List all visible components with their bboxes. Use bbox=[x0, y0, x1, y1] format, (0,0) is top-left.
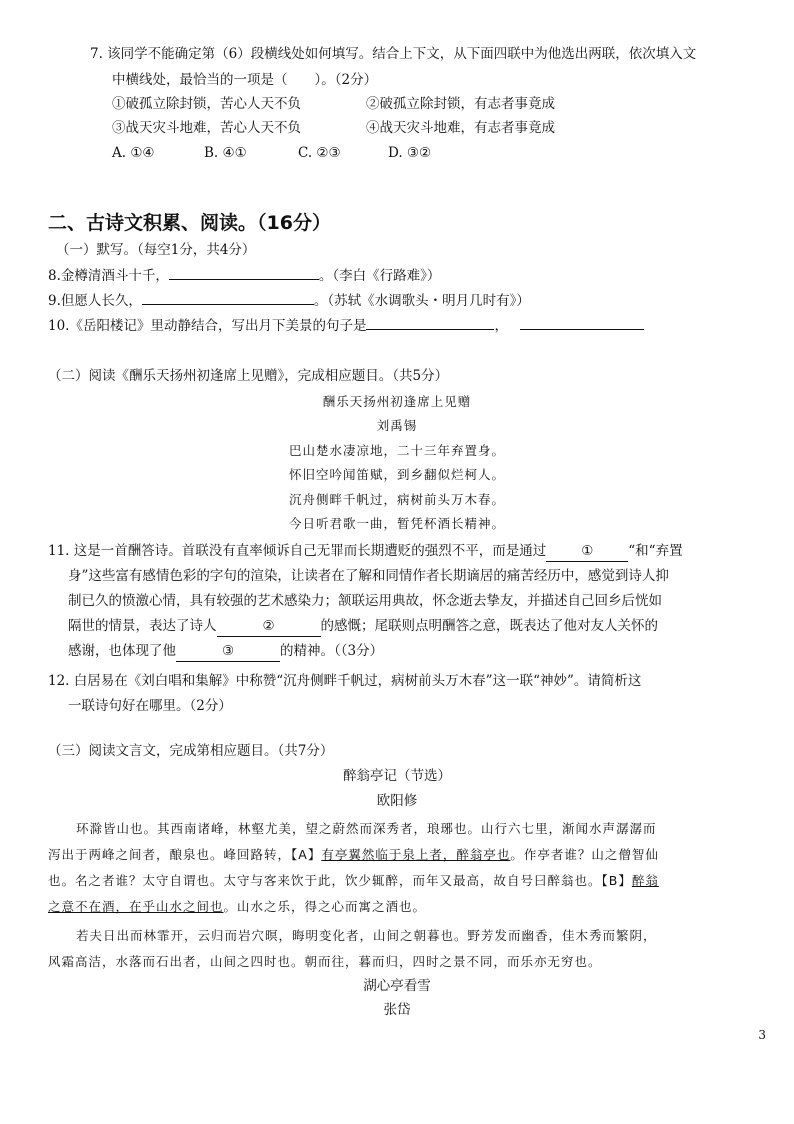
q8-blank[interactable] bbox=[169, 265, 319, 280]
q7-line2: 中横线处，最恰当的一项是（ ）。（2分） bbox=[112, 72, 378, 88]
prose-p1-line3 bbox=[48, 871, 659, 891]
poem-line: 今日听君歌一曲，暂凭杯酒长精神。 bbox=[288, 516, 505, 531]
q9-blank[interactable] bbox=[142, 290, 314, 305]
prose-p1-line1: 环滁皆山也。其西南诸峰，林壑尤美，望之蔚然而深秀者，琅琊也。山行六七里，渐闻水声潺潺而 bbox=[76, 821, 657, 836]
q8-suffix: 。（李白《行路难》） bbox=[318, 268, 441, 284]
q11-blank-2[interactable]: ② bbox=[217, 616, 321, 637]
q11-line4 bbox=[68, 616, 658, 637]
q11-text-d: 的感慨；尾联则点明酬答之意，既表达了他对友人关怀的 bbox=[320, 618, 658, 634]
q10-blank-2[interactable] bbox=[520, 315, 644, 330]
q12-line2: 一联诗句好在哪里。（2分） bbox=[68, 698, 232, 714]
section-title: 二、古诗文积累、阅读。（16分） bbox=[48, 212, 331, 234]
marker-a: 【A】 bbox=[291, 847, 322, 862]
q8-line bbox=[48, 265, 440, 286]
part1-heading: （一）默写。（每空1分，共4分） bbox=[56, 242, 256, 258]
q12-line1: 12. 白居易在《刘白唱和集解》中称赞“沉舟侧畔千帆过，病树前头万木春”这一联“神妙”。请简析这 bbox=[48, 673, 642, 689]
underlined-sentence-b-cont: 之意不在酒，在乎山水之间也 bbox=[48, 899, 224, 914]
prose-p2-line2: 风霜高洁，水落而石出者，山间之四时也。朝而往，暮而归，四时之景不同，而乐亦无穷也。 bbox=[48, 954, 602, 969]
underlined-sentence-b: 醉翁 bbox=[631, 873, 659, 888]
q7-choice-d: D. ③② bbox=[388, 145, 432, 161]
page-number: 3 bbox=[758, 1028, 766, 1042]
q7-option-1: ①破孤立除封锁，苦心人天不负 bbox=[112, 96, 301, 112]
second-title: 湖心亭看雪 bbox=[363, 978, 431, 994]
prose-p2-line1: 若夫日出而林霏开，云归而岩穴暝，晦明变化者，山间之朝暮也。野芳发而幽香，佳木秀而繁阴， bbox=[76, 928, 657, 943]
prose-p1-text-2: 。作亭者谁？山之僧智仙 bbox=[510, 847, 659, 862]
q11-text-a: 11. 这是一首酬答诗。首联没有直率倾诉自己无罪而长期遭贬的强烈不平，而是通过 bbox=[48, 543, 547, 559]
prose-author: 欧阳修 bbox=[376, 793, 418, 809]
q10-line bbox=[48, 315, 644, 336]
q8-prefix: 8.金樽清酒斗十千， bbox=[48, 268, 169, 284]
q10-comma: ， bbox=[494, 318, 508, 334]
q7-option-3: ③战天灾斗地难，苦心人天不负 bbox=[112, 120, 301, 136]
q11-line1 bbox=[48, 541, 683, 562]
q7-option-4: ④战天灾斗地难，有志者事竟成 bbox=[366, 120, 555, 136]
q10-prefix: 10.《岳阳楼记》里动静结合，写出月下美景的句子是 bbox=[48, 318, 367, 334]
q10-blank-1[interactable] bbox=[366, 315, 494, 330]
q9-line bbox=[48, 290, 530, 311]
q7-option-2: ②破孤立除封锁，有志者事竟成 bbox=[366, 96, 555, 112]
poem-title: 酬乐天扬州初逢席上见赠 bbox=[322, 394, 472, 409]
poem-line: 怀旧空吟闻笛赋，到乡翻似烂柯人。 bbox=[288, 467, 505, 482]
q11-line5 bbox=[68, 641, 383, 662]
underlined-word: 醉翁亭也 bbox=[456, 847, 511, 862]
prose-p1-text-3: 也。名之者谁？太守自谓也。太守与客来饮于此，饮少辄醉，而年又最高，故自号曰醉翁也。 bbox=[48, 873, 602, 888]
q11-text-e: 感谢，也体现了他 bbox=[68, 643, 176, 659]
q7-choice-c: C. ②③ bbox=[298, 145, 341, 161]
q7-line1: 7. 该同学不能确定第（6）段横线处如何填写。结合上下文，从下面四联中为他选出两联，依次填入文 bbox=[90, 46, 697, 62]
q11-line3: 制已久的愤激心情，具有较强的艺术感染力；颔联运用典故，怀念逝去挚友，并描述自己回乡后恍如 bbox=[68, 593, 662, 609]
poem-line: 沉舟侧畔千帆过，病树前头万木春。 bbox=[288, 492, 505, 507]
prose-p1-line2 bbox=[48, 845, 659, 865]
q11-line2: 身”这些富有感情色彩的字句的渲染，让读者在了解和同情作者长期谪居的痛苦经历中，感觉到诗人抑 bbox=[68, 568, 669, 584]
prose-p1-line4 bbox=[48, 897, 426, 917]
q11-text-b: “和“弃置 bbox=[628, 543, 683, 559]
q11-text-c: 隔世的情景，表达了诗人 bbox=[68, 618, 217, 634]
q11-text-f: 的精神。（（3分） bbox=[280, 643, 384, 659]
prose-p1-text-4: 。山水之乐，得之心而寓之酒也。 bbox=[223, 899, 427, 914]
marker-b: 【B】 bbox=[601, 873, 632, 888]
prose-title: 醉翁亭记（节选） bbox=[343, 768, 451, 784]
poem-author: 刘禹锡 bbox=[376, 418, 418, 433]
poem-line: 巴山楚水凄凉地，二十三年弃置身。 bbox=[288, 443, 505, 458]
second-author: 张岱 bbox=[383, 1002, 411, 1018]
q7-choice-a: A. ①④ bbox=[112, 145, 155, 161]
q9-prefix: 9.但愿人长久， bbox=[48, 293, 142, 309]
q11-blank-1[interactable]: ① bbox=[546, 541, 628, 562]
underlined-sentence-a: 有亭翼然临于泉上者， bbox=[321, 847, 457, 862]
part2-heading: （二）阅读《酬乐天扬州初逢席上见赠》，完成相应题目。（共5分） bbox=[48, 368, 449, 384]
q9-suffix: 。（苏轼《水调歌头・明月几时有》） bbox=[313, 293, 530, 309]
q11-blank-3[interactable]: ③ bbox=[176, 641, 280, 662]
prose-p1-text: 泻出于两峰之间者，酿泉也。峰回路转， bbox=[48, 847, 292, 862]
part3-heading: （三）阅读文言文，完成第相应题目。（共7分） bbox=[48, 743, 334, 759]
q7-choice-b: B. ④① bbox=[204, 145, 247, 161]
